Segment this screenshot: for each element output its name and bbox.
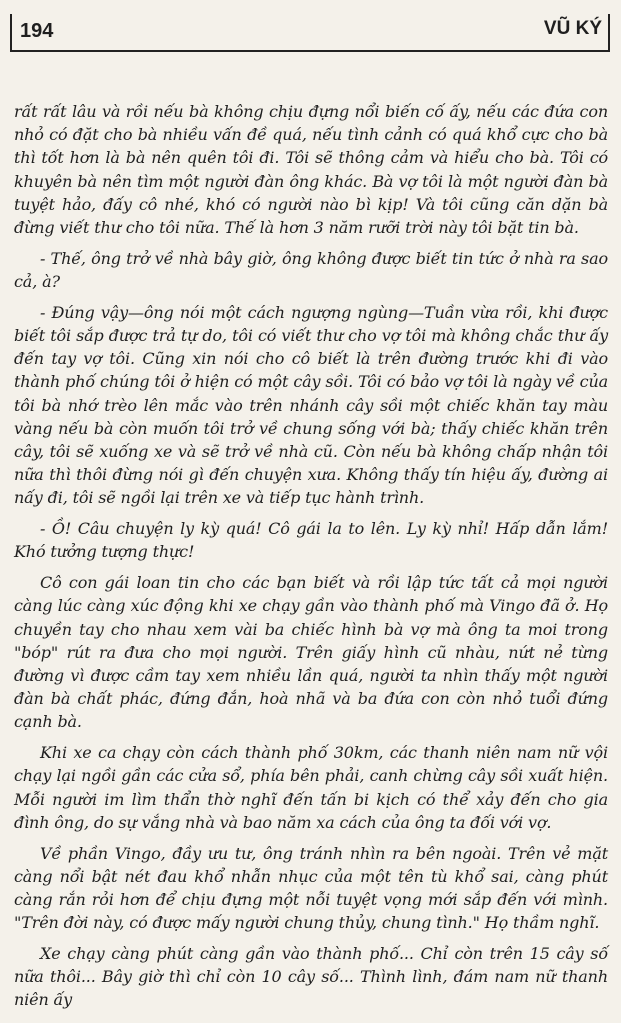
book-title: VŨ KÝ: [543, 18, 602, 39]
paragraph: - Đúng vậy—ông nói một cách ngượng ngùng—Tuần vừa rồi, khi được biết tôi sắp được trả tự do, tôi có viết thư cho vợ tôi mà không chắc thư ấy đến tay vợ tôi. Cũng xin nói cho cô biết là trên đường trước khi đi vào thành phố chúng tôi ở hiện có một cây sồi. Tôi có bảo vợ tôi là ngày về của tôi bà nhớ trèo lên mắc vào trên nhánh cây sồi một chiếc khăn tay màu vàng nếu bà còn muốn tôi trở về chung sống với bà; thấy chiếc khăn trên cây, tôi sẽ xuống xe và sẽ trở về nhà cũ. Còn nếu bà không chấp nhận tôi nữa thì thôi đừng nói gì đến chuyện xưa. Không thấy tín hiệu ấy, đường ai nấy đi, tôi sẽ ngồi lại trên xe và tiếp tục hành trình.: [14, 302, 608, 508]
paragraph: - Ồ! Câu chuyện ly kỳ quá! Cô gái la to lên. Ly kỳ nhỉ! Hấp dẫn lắm! Khó tưởng tượng thực!: [14, 519, 608, 562]
paragraph: - Thế, ông trở về nhà bây giờ, ông không được biết tin tức ở nhà ra sao cả, à?: [14, 248, 608, 292]
paragraph: Về phần Vingo, đầy ưu tư, ông tránh nhìn ra bên ngoài. Trên vẻ mặt càng nổi bật nét đau khổ nhẫn nhục của một tên tù khổ sai, càng phút càng rắn rỏi hơn để chịu đựng một nỗi tuyệt vọng mới sắp đến với mình. "Trên đời này, có được mấy người chung thủy, chung tình." Họ thầm nghĩ.: [14, 843, 608, 933]
running-header: [10, 14, 610, 52]
paragraph: rất rất lâu và rồi nếu bà không chịu đựng nổi biến cố ấy, nếu các đứa con nhỏ có đặt cho bà nhiều vấn đề quá, nếu tình cảnh có quá khổ cực cho bà thì tốt hơn là bà nên quên tôi đi. Tôi sẽ thông cảm và hiểu cho bà. Tôi có khuyên bà nên tìm một người đàn ông khác. Bà vợ tôi là một người đàn bà tuyệt hảo, đấy cô nhé, khó có người nào bì kịp! Và tôi cũng căn dặn bà đừng viết thư cho tôi nữa. Thế là hơn 3 năm rưỡi trời này tôi bặt tin bà.: [14, 102, 608, 238]
body-text: [14, 100, 608, 1012]
paragraph: Khi xe ca chạy còn cách thành phố 30km, các thanh niên nam nữ vội chạy lại ngồi gần các cửa sổ, phía bên phải, canh chừng cây sồi xuất hiện. Mỗi người im lìm thẩn thờ nghĩ đến tấn bi kịch có thể xảy đến cho gia đình ông, do sự vắng nhà và bao năm xa cách của ông ta đối với vợ.: [14, 743, 608, 832]
paragraph: Xe chạy càng phút càng gần vào thành phố... Chỉ còn trên 15 cây số nữa thôi... Bây giờ thì chỉ còn 10 cây số... Thình lình, đám nam nữ thanh niên ấy: [14, 944, 608, 1010]
paragraph: Cô con gái loan tin cho các bạn biết và rồi lập tức tất cả mọi người càng lúc càng xúc động khi xe chạy gần vào thành phố mà Vingo đã ở. Họ chuyền tay cho nhau xem vài ba chiếc hình bà vợ mà ông ta moi trong "bóp" rút ra đưa cho mọi người. Trên giấy hình cũ nhàu, nứt nẻ từng đường vì được cầm tay xem nhiều lần quá, người ta nhìn thấy một người đàn bà chất phác, đứng đắn, hoà nhã và ba đứa con còn nhỏ tuổi đứng cạnh bà.: [14, 573, 608, 732]
page-number: 194: [20, 20, 54, 42]
